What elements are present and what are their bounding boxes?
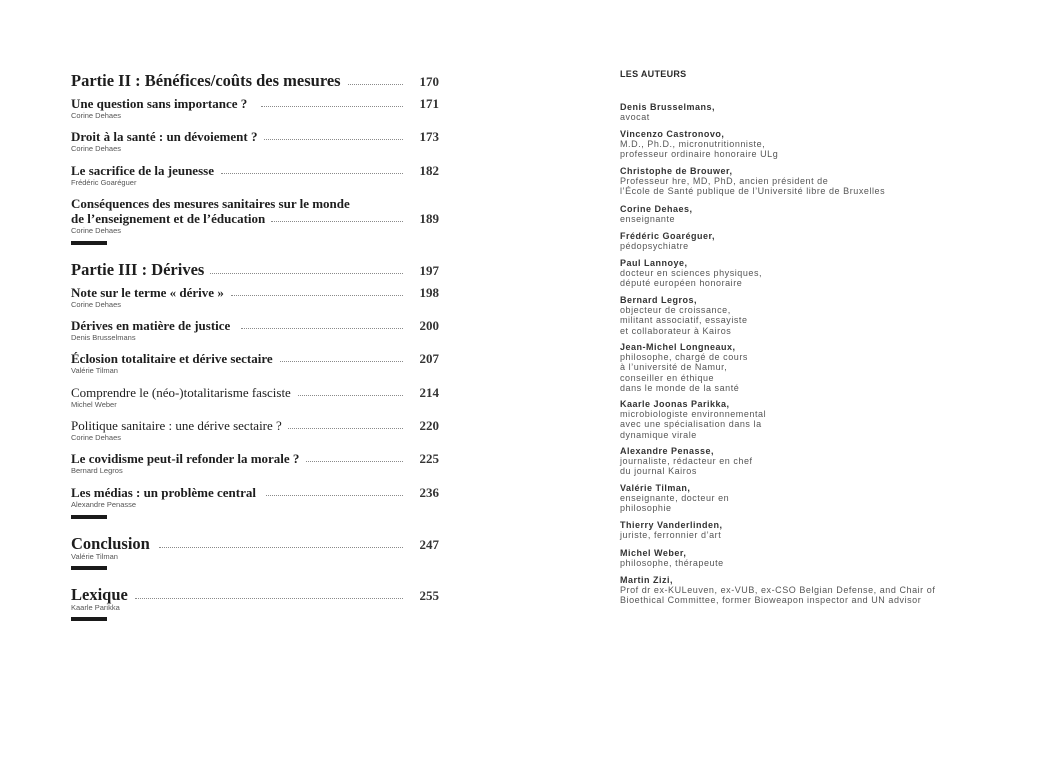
leader-dots bbox=[201, 273, 403, 274]
leader-dots bbox=[271, 221, 403, 222]
section-rule bbox=[71, 566, 107, 570]
author-name: Christophe de Brouwer, bbox=[620, 166, 733, 176]
author-description-line: dans le monde de la santé bbox=[620, 382, 740, 393]
author-description-line: microbiologiste environnemental bbox=[620, 409, 767, 420]
page-number: 171 bbox=[419, 96, 439, 111]
leader-dots bbox=[281, 395, 403, 396]
leader-dots bbox=[271, 361, 403, 362]
entry-title-line-2: de l’enseignement et de l’éducation bbox=[71, 211, 271, 226]
author-description-line: à l’université de Namur, bbox=[620, 362, 728, 373]
author-description-line: juriste, ferronnier d’art bbox=[620, 530, 722, 541]
entry-author: Valérie Tilman bbox=[71, 366, 118, 375]
author-description-line: du journal Kairos bbox=[620, 466, 697, 477]
entry-title-line-1: Conséquences des mesures sanitaires sur le monde bbox=[71, 196, 356, 211]
entry-author: Denis Brusselmans bbox=[71, 333, 136, 342]
entry-title: Le covidisme peut-il refonder la morale ? bbox=[71, 451, 305, 466]
leader-dots bbox=[241, 328, 403, 329]
author-name: Bernard Legros, bbox=[620, 295, 698, 305]
author-description-line: professeur ordinaire honoraire ULg bbox=[620, 149, 779, 160]
author-name: Martin Zizi, bbox=[620, 575, 673, 585]
author-entry bbox=[620, 575, 1040, 606]
author-description-line: Professeur hre, MD, PhD, ancien président de bbox=[620, 176, 829, 187]
author-entry bbox=[620, 204, 1040, 224]
author-entry bbox=[620, 166, 1040, 197]
page-number: 170 bbox=[419, 74, 439, 89]
page-number: 207 bbox=[419, 351, 439, 366]
author-entry bbox=[620, 231, 1040, 251]
author-description-line: philosophe, chargé de cours bbox=[620, 352, 748, 363]
author-description-line: M.D., Ph.D., micronutritionniste, bbox=[620, 139, 766, 150]
entry-author: Kaarle Parikka bbox=[71, 603, 120, 612]
page-number: 198 bbox=[419, 285, 439, 300]
section-rule bbox=[71, 617, 107, 621]
author-description-line: conseiller en éthique bbox=[620, 372, 715, 383]
entry-title: Note sur le terme « dérive » bbox=[71, 285, 230, 300]
entry-title: Les médias : un problème central bbox=[71, 485, 262, 500]
author-name: Denis Brusselmans, bbox=[620, 102, 716, 112]
entry-title: Le sacrifice de la jeunesse bbox=[71, 163, 220, 178]
author-description-line: député européen honoraire bbox=[620, 278, 743, 289]
author-entry bbox=[620, 102, 1040, 122]
author-entry bbox=[620, 483, 1040, 514]
author-description-line: Prof dr ex-KULeuven, ex-VUB, ex-CSO Belgian Defense, and Chair of bbox=[620, 585, 936, 596]
author-description-line: philosophe, thérapeute bbox=[620, 558, 724, 569]
author-entry bbox=[620, 446, 1040, 477]
author-entry bbox=[620, 399, 1040, 440]
page-number: 173 bbox=[419, 129, 439, 144]
entry-title: Lexique bbox=[71, 586, 134, 604]
leader-dots bbox=[271, 428, 403, 429]
author-description-line: docteur en sciences physiques, bbox=[620, 268, 763, 279]
author-name: Kaarle Joonas Parikka, bbox=[620, 399, 730, 409]
page-number: 247 bbox=[419, 537, 439, 552]
leader-dots bbox=[341, 84, 403, 85]
page-number: 197 bbox=[419, 263, 439, 278]
leader-dots bbox=[261, 139, 403, 140]
author-description-line: l’École de Santé publique de l’Université libre de Bruxelles bbox=[620, 186, 886, 197]
section-rule bbox=[71, 515, 107, 519]
author-entry bbox=[620, 342, 1040, 393]
author-name: Thierry Vanderlinden, bbox=[620, 520, 723, 530]
page-number: 220 bbox=[419, 418, 439, 433]
leader-dots bbox=[261, 106, 403, 107]
page-number: 236 bbox=[419, 485, 439, 500]
author-description-line: avec une spécialisation dans la bbox=[620, 419, 762, 430]
author-name: Corine Dehaes, bbox=[620, 204, 693, 214]
page-number: 182 bbox=[419, 163, 439, 178]
section-rule bbox=[71, 241, 107, 245]
entry-title: Conclusion bbox=[71, 535, 156, 553]
page-number: 189 bbox=[419, 211, 439, 226]
leader-dots bbox=[221, 173, 403, 174]
author-name: Michel Weber, bbox=[620, 548, 687, 558]
author-description-line: enseignante bbox=[620, 214, 676, 225]
leader-dots bbox=[301, 461, 403, 462]
author-name: Paul Lannoye, bbox=[620, 258, 688, 268]
author-name: Alexandre Penasse, bbox=[620, 446, 715, 456]
author-name: Vincenzo Castronovo, bbox=[620, 129, 725, 139]
author-entry bbox=[620, 548, 1040, 568]
entry-title: Éclosion totalitaire et dérive sectaire bbox=[71, 351, 279, 366]
entry-author: Valérie Tilman bbox=[71, 552, 118, 561]
entry-title: Politique sanitaire : une dérive sectaire ? bbox=[71, 418, 288, 433]
author-name: Jean-Michel Longneaux, bbox=[620, 342, 736, 352]
author-description-line: dynamique virale bbox=[620, 429, 697, 440]
leader-dots bbox=[266, 495, 403, 496]
leader-dots bbox=[135, 598, 403, 599]
entry-title: Dérives en matière de justice bbox=[71, 318, 236, 333]
entry-author: Michel Weber bbox=[71, 400, 117, 409]
entry-author: Corine Dehaes bbox=[71, 111, 122, 120]
author-description-line: objecteur de croissance, bbox=[620, 305, 731, 316]
author-description-line: philosophie bbox=[620, 503, 672, 514]
leader-dots bbox=[159, 547, 403, 548]
author-description-line: et collaborateur à Kairos bbox=[620, 325, 732, 336]
entry-author: Corine Dehaes bbox=[71, 300, 122, 309]
entry-title: Une question sans importance ? bbox=[71, 96, 253, 111]
author-description-line: Bioethical Committee, former Bioweapon inspector and UN advisor bbox=[620, 595, 922, 606]
entry-title: Droit à la santé : un dévoiement ? bbox=[71, 129, 263, 144]
entry-author: Corine Dehaes bbox=[71, 433, 122, 442]
author-description-line: militant associatif, essayiste bbox=[620, 315, 748, 326]
entry-author: Corine Dehaes bbox=[71, 226, 122, 235]
author-description-line: journaliste, rédacteur en chef bbox=[620, 456, 753, 467]
author-entry bbox=[620, 520, 1040, 540]
page-number: 225 bbox=[419, 451, 439, 466]
author-entry bbox=[620, 129, 1040, 160]
author-name: Valérie Tilman, bbox=[620, 483, 691, 493]
part-title: Partie III : Dérives bbox=[71, 261, 210, 279]
part-title: Partie II : Bénéfices/coûts des mesures bbox=[71, 72, 347, 90]
entry-title: Comprendre le (néo-)totalitarisme fasciste bbox=[71, 385, 297, 400]
entry-author: Alexandre Penasse bbox=[71, 500, 137, 509]
authors-heading: LES AUTEURS bbox=[620, 69, 687, 79]
page-number: 255 bbox=[419, 588, 439, 603]
entry-author: Bernard Legros bbox=[71, 466, 123, 475]
author-description-line: enseignante, docteur en bbox=[620, 493, 730, 504]
author-entry bbox=[620, 295, 1040, 336]
author-description-line: avocat bbox=[620, 112, 650, 123]
page-number: 200 bbox=[419, 318, 439, 333]
author-name: Frédéric Goaréguer, bbox=[620, 231, 716, 241]
entry-author: Corine Dehaes bbox=[71, 144, 122, 153]
leader-dots bbox=[231, 295, 403, 296]
author-description-line: pédopsychiatre bbox=[620, 241, 689, 252]
author-entry bbox=[620, 258, 1040, 289]
page-number: 214 bbox=[419, 385, 439, 400]
entry-author: Frédéric Goaréguer bbox=[71, 178, 137, 187]
